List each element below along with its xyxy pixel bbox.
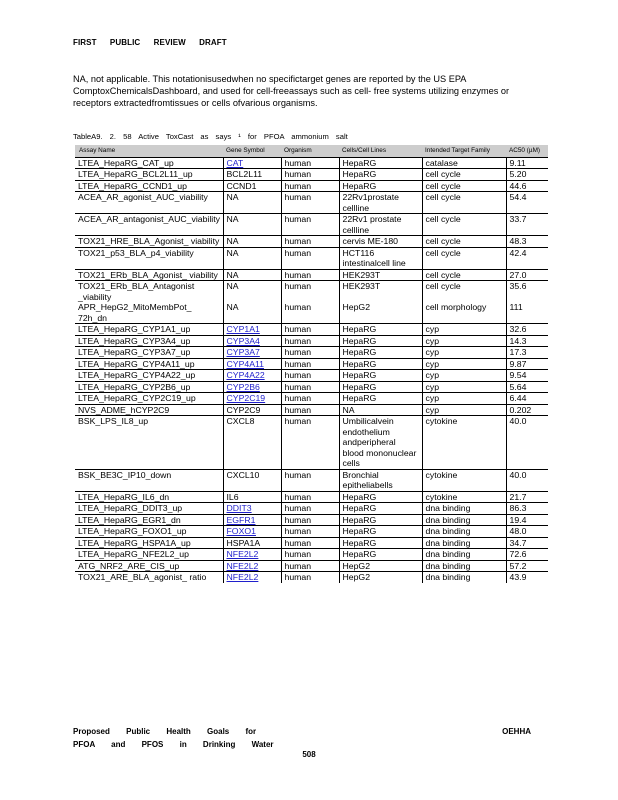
cell-cell-line: HepaRG (339, 157, 422, 169)
cell-ac50: 9.87 (506, 358, 548, 370)
table-row (75, 302, 548, 324)
cell-target-family: cell morphology (422, 302, 506, 324)
footer-line-2: PFOA and PFOS in Drinking Water (73, 740, 274, 749)
cell-gene-symbol[interactable]: DDIT3 (223, 503, 281, 515)
cell-ac50: 33.7 (506, 214, 548, 236)
cell-cell-line: HepG2 (339, 302, 422, 324)
cell-target-family: cytokine (422, 491, 506, 503)
cell-cell-line: NA (339, 404, 422, 416)
cell-target-family: cyp (422, 324, 506, 336)
cell-ac50: 57.2 (506, 560, 548, 572)
cell-organism: human (281, 381, 339, 393)
table-header-row (75, 145, 548, 157)
cell-cell-line: HepaRG (339, 347, 422, 359)
cell-cell-line: HepaRG (339, 526, 422, 538)
table-row (75, 404, 548, 416)
cell-organism: human (281, 247, 339, 269)
cell-target-family: cyp (422, 393, 506, 405)
cell-target-family: cytokine (422, 416, 506, 470)
cell-gene-symbol: CXCL8 (223, 416, 281, 470)
cell-assay-name: ACEA_AR_antagonist_AUC_viability (75, 214, 223, 236)
cell-cell-line: HepaRG (339, 537, 422, 549)
cell-target-family: cyp (422, 381, 506, 393)
cell-cell-line: HepaRG (339, 169, 422, 181)
cell-target-family: cell cycle (422, 269, 506, 281)
cell-ac50: 9.54 (506, 370, 548, 382)
cell-ac50: 27.0 (506, 269, 548, 281)
cell-cell-line: HepaRG (339, 180, 422, 192)
table-row (75, 281, 548, 303)
cell-cell-line: 22Rv1 prostate cellline (339, 214, 422, 236)
cell-cell-line: HEK293T (339, 281, 422, 303)
cell-assay-name: LTEA_HepaRG_HSPA1A_up (75, 537, 223, 549)
cell-gene-symbol: NA (223, 247, 281, 269)
cell-cell-line: HepG2 (339, 572, 422, 583)
cell-target-family: dna binding (422, 526, 506, 538)
cell-gene-symbol: NA (223, 236, 281, 248)
table-row (75, 358, 548, 370)
cell-organism: human (281, 157, 339, 169)
footer-line-1: Proposed Public Health Goals for (73, 727, 257, 736)
cell-assay-name: BSK_BE3C_IP10_down (75, 469, 223, 491)
cell-assay-name: LTEA_HepaRG_FOXO1_up (75, 526, 223, 538)
footer (73, 725, 531, 751)
cell-target-family: cell cycle (422, 247, 506, 269)
cell-assay-name: LTEA_HepaRG_CYP2C19_up (75, 393, 223, 405)
cell-target-family: dna binding (422, 572, 506, 583)
cell-organism: human (281, 335, 339, 347)
cell-ac50: 21.7 (506, 491, 548, 503)
cell-cell-line: HepaRG (339, 370, 422, 382)
cell-cell-line: Bronchial epitheliabells (339, 469, 422, 491)
table-row (75, 416, 548, 470)
cell-target-family: cell cycle (422, 192, 506, 214)
cell-ac50: 48.0 (506, 526, 548, 538)
table-row (75, 324, 548, 336)
cell-cell-line: HepaRG (339, 393, 422, 405)
cell-ac50: 111 (506, 302, 548, 324)
table-row (75, 572, 548, 583)
table-caption: TableA9. 2. 58 Active ToxCast as says ¹ for PFOA ammonium salt (73, 132, 348, 141)
cell-assay-name: LTEA_HepaRG_NFE2L2_up (75, 549, 223, 561)
cell-ac50: 48.3 (506, 236, 548, 248)
cell-gene-symbol: NA (223, 192, 281, 214)
cell-assay-name: BSK_LPS_IL8_up (75, 416, 223, 470)
cell-cell-line: HepG2 (339, 560, 422, 572)
cell-target-family: cyp (422, 370, 506, 382)
cell-organism: human (281, 526, 339, 538)
cell-organism: human (281, 236, 339, 248)
table-row (75, 491, 548, 503)
cell-ac50: 19.4 (506, 514, 548, 526)
cell-cell-line: HepaRG (339, 381, 422, 393)
cell-gene-symbol: NA (223, 302, 281, 324)
cell-ac50: 72.6 (506, 549, 548, 561)
cell-assay-name: TOX21_ERb_BLA_Agonist_ viability (75, 269, 223, 281)
cell-organism: human (281, 214, 339, 236)
col-header-ac50: AC50 (µM) (506, 145, 548, 157)
table-row (75, 192, 548, 214)
cell-assay-name: TOX21_ARE_BLA_agonist_ ratio (75, 572, 223, 583)
cell-target-family: cyp (422, 335, 506, 347)
table-row (75, 503, 548, 515)
page-number: 508 (302, 750, 316, 759)
cell-organism: human (281, 192, 339, 214)
table-row (75, 247, 548, 269)
cell-organism: human (281, 491, 339, 503)
cell-organism: human (281, 347, 339, 359)
cell-gene-symbol[interactable]: NFE2L2 (223, 549, 281, 561)
cell-organism: human (281, 393, 339, 405)
cell-gene-symbol: CCND1 (223, 180, 281, 192)
cell-gene-symbol: NA (223, 269, 281, 281)
table-row (75, 537, 548, 549)
table-row (75, 157, 548, 169)
cell-target-family: dna binding (422, 503, 506, 515)
cell-target-family: cell cycle (422, 236, 506, 248)
cell-cell-line: HepaRG (339, 324, 422, 336)
cell-gene-symbol[interactable]: CAT (223, 157, 281, 169)
cell-gene-symbol: CXCL10 (223, 469, 281, 491)
cell-cell-line: Umbilicalvein endothelium andperipheral blood mononuclear cells (339, 416, 422, 470)
intro-paragraph: NA, not applicable. This notationisusedwhen no specifictarget genes are reported by the US EPA ComptoxChemicalsDashboard, and used for cell-freeassays such as cell- free systems utilizing enzymes or receptors extractedfromtissues or cells ofvarious organisms. (73, 74, 510, 108)
cell-gene-symbol: BCL2L11 (223, 169, 281, 181)
cell-gene-symbol[interactable]: NFE2L2 (223, 560, 281, 572)
cell-target-family: cell cycle (422, 169, 506, 181)
table-row (75, 393, 548, 405)
cell-gene-symbol[interactable]: EGFR1 (223, 514, 281, 526)
cell-ac50: 9.11 (506, 157, 548, 169)
cell-target-family: cyp (422, 404, 506, 416)
cell-ac50: 42.4 (506, 247, 548, 269)
draft-header: FIRST PUBLIC REVIEW DRAFT (73, 38, 227, 47)
cell-organism: human (281, 572, 339, 583)
cell-ac50: 54.4 (506, 192, 548, 214)
cell-ac50: 34.7 (506, 537, 548, 549)
cell-organism: human (281, 269, 339, 281)
cell-target-family: cyp (422, 358, 506, 370)
cell-organism: human (281, 537, 339, 549)
cell-ac50: 35.6 (506, 281, 548, 303)
cell-assay-name: ATG_NRF2_ARE_CIS_up (75, 560, 223, 572)
cell-target-family: cyp (422, 347, 506, 359)
cell-cell-line: cervis ME-180 (339, 236, 422, 248)
table-row (75, 269, 548, 281)
cell-assay-name: TOX21_HRE_BLA_Agonist_ viability (75, 236, 223, 248)
cell-cell-line: HepaRG (339, 514, 422, 526)
cell-ac50: 40.0 (506, 469, 548, 491)
table-row (75, 180, 548, 192)
cell-assay-name: LTEA_HepaRG_CYP4A11_up (75, 358, 223, 370)
cell-assay-name: NVS_ADME_hCYP2C9 (75, 404, 223, 416)
cell-gene-symbol: NA (223, 214, 281, 236)
cell-gene-symbol[interactable]: CYP2C19 (223, 393, 281, 405)
cell-assay-name: LTEA_HepaRG_IL6_dn (75, 491, 223, 503)
table-row (75, 526, 548, 538)
cell-assay-name: LTEA_HepaRG_CYP1A1_up (75, 324, 223, 336)
cell-cell-line: 22Rv1prostate cellline (339, 192, 422, 214)
cell-assay-name: APR_HepG2_MitoMembPot_ 72h_dn (78, 302, 192, 323)
cell-organism: human (281, 416, 339, 470)
table-row (75, 560, 548, 572)
cell-gene-symbol: CYP2C9 (223, 404, 281, 416)
cell-gene-symbol[interactable]: NFE2L2 (223, 572, 281, 583)
cell-ac50: 17.3 (506, 347, 548, 359)
table-row (75, 347, 548, 359)
table-row (75, 169, 548, 181)
table-row (75, 381, 548, 393)
cell-organism: human (281, 549, 339, 561)
cell-gene-symbol[interactable]: CYP1A1 (223, 324, 281, 336)
cell-organism: human (281, 324, 339, 336)
cell-assay-name: LTEA_HepaRG_BCL2L11_up (75, 169, 223, 181)
cell-gene-symbol: HSPA1A (223, 537, 281, 549)
cell-gene-symbol[interactable]: CYP3A7 (223, 347, 281, 359)
cell-ac50: 0.202 (506, 404, 548, 416)
table-row (75, 370, 548, 382)
cell-cell-line: HepaRG (339, 335, 422, 347)
col-header-assay: Assay Name (75, 145, 223, 157)
table-row (75, 469, 548, 491)
cell-organism: human (281, 514, 339, 526)
cell-target-family: dna binding (422, 549, 506, 561)
cell-ac50: 32.6 (506, 324, 548, 336)
cell-organism: human (281, 370, 339, 382)
table-row (75, 335, 548, 347)
cell-assay-name: LTEA_HepaRG_CCND1_up (75, 180, 223, 192)
cell-cell-line: HepaRG (339, 503, 422, 515)
table-row (75, 236, 548, 248)
col-header-gene: Gene Symbol (223, 145, 281, 157)
cell-assay-name: ACEA_AR_agonist_AUC_viability (75, 192, 223, 214)
cell-assay-name: LTEA_HepaRG_CYP2B6_up (75, 381, 223, 393)
cell-organism: human (281, 404, 339, 416)
cell-target-family: cell cycle (422, 180, 506, 192)
cell-target-family: dna binding (422, 537, 506, 549)
cell-organism: human (281, 503, 339, 515)
cell-ac50: 40.0 (506, 416, 548, 470)
col-header-family: Intended Target Family (422, 145, 506, 157)
cell-assay-name: LTEA_HepaRG_CYP3A4_up (75, 335, 223, 347)
cell-organism: human (281, 281, 339, 303)
cell-ac50: 86.3 (506, 503, 548, 515)
cell-assay-name: LTEA_HepaRG_CYP4A22_up (75, 370, 223, 382)
cell-ac50: 43.9 (506, 572, 548, 583)
table-body (75, 157, 548, 583)
cell-assay-name: LTEA_HepaRG_CYP3A7_up (75, 347, 223, 359)
cell-assay-name: TOX21_p53_BLA_p4_viability (75, 247, 223, 269)
footer-agency: OEHHA (502, 727, 531, 736)
cell-organism: human (281, 169, 339, 181)
cell-organism: human (281, 469, 339, 491)
table-row (75, 514, 548, 526)
cell-assay-name: TOX21_ERb_BLA_Antagonist _viability (75, 281, 223, 303)
cell-ac50: 5.20 (506, 169, 548, 181)
cell-organism: human (281, 302, 339, 324)
cell-gene-symbol: IL6 (223, 491, 281, 503)
cell-gene-symbol[interactable]: CYP4A11 (223, 358, 281, 370)
cell-cell-line: HEK293T (339, 269, 422, 281)
cell-organism: human (281, 180, 339, 192)
cell-gene-symbol[interactable]: CYP3A4 (223, 335, 281, 347)
cell-assay-name: LTEA_HepaRG_DDIT3_up (75, 503, 223, 515)
cell-target-family: dna binding (422, 560, 506, 572)
cell-target-family: cytokine (422, 469, 506, 491)
cell-assay-name: LTEA_HepaRG_EGR1_dn (75, 514, 223, 526)
cell-ac50: 14.3 (506, 335, 548, 347)
cell-organism: human (281, 560, 339, 572)
table-row (75, 549, 548, 561)
cell-cell-line: HCT116 intestinalcell line (339, 247, 422, 269)
cell-organism: human (281, 358, 339, 370)
cell-target-family: cell cycle (422, 214, 506, 236)
toxcast-table (75, 145, 548, 583)
cell-ac50: 5.64 (506, 381, 548, 393)
cell-cell-line: HepaRG (339, 358, 422, 370)
cell-target-family: catalase (422, 157, 506, 169)
col-header-organism: Organism (281, 145, 339, 157)
cell-target-family: dna binding (422, 514, 506, 526)
cell-gene-symbol[interactable]: CYP2B6 (223, 381, 281, 393)
cell-assay-name: LTEA_HepaRG_CAT_up (75, 157, 223, 169)
cell-gene-symbol: NA (223, 281, 281, 303)
cell-gene-symbol[interactable]: CYP4A22 (223, 370, 281, 382)
col-header-cells: Cells/Cell Lines (339, 145, 422, 157)
cell-cell-line: HepaRG (339, 549, 422, 561)
cell-gene-symbol[interactable]: FOXO1 (223, 526, 281, 538)
cell-target-family: cell cycle (422, 281, 506, 303)
cell-ac50: 44.6 (506, 180, 548, 192)
table-row (75, 214, 548, 236)
cell-cell-line: HepaRG (339, 491, 422, 503)
cell-ac50: 6.44 (506, 393, 548, 405)
